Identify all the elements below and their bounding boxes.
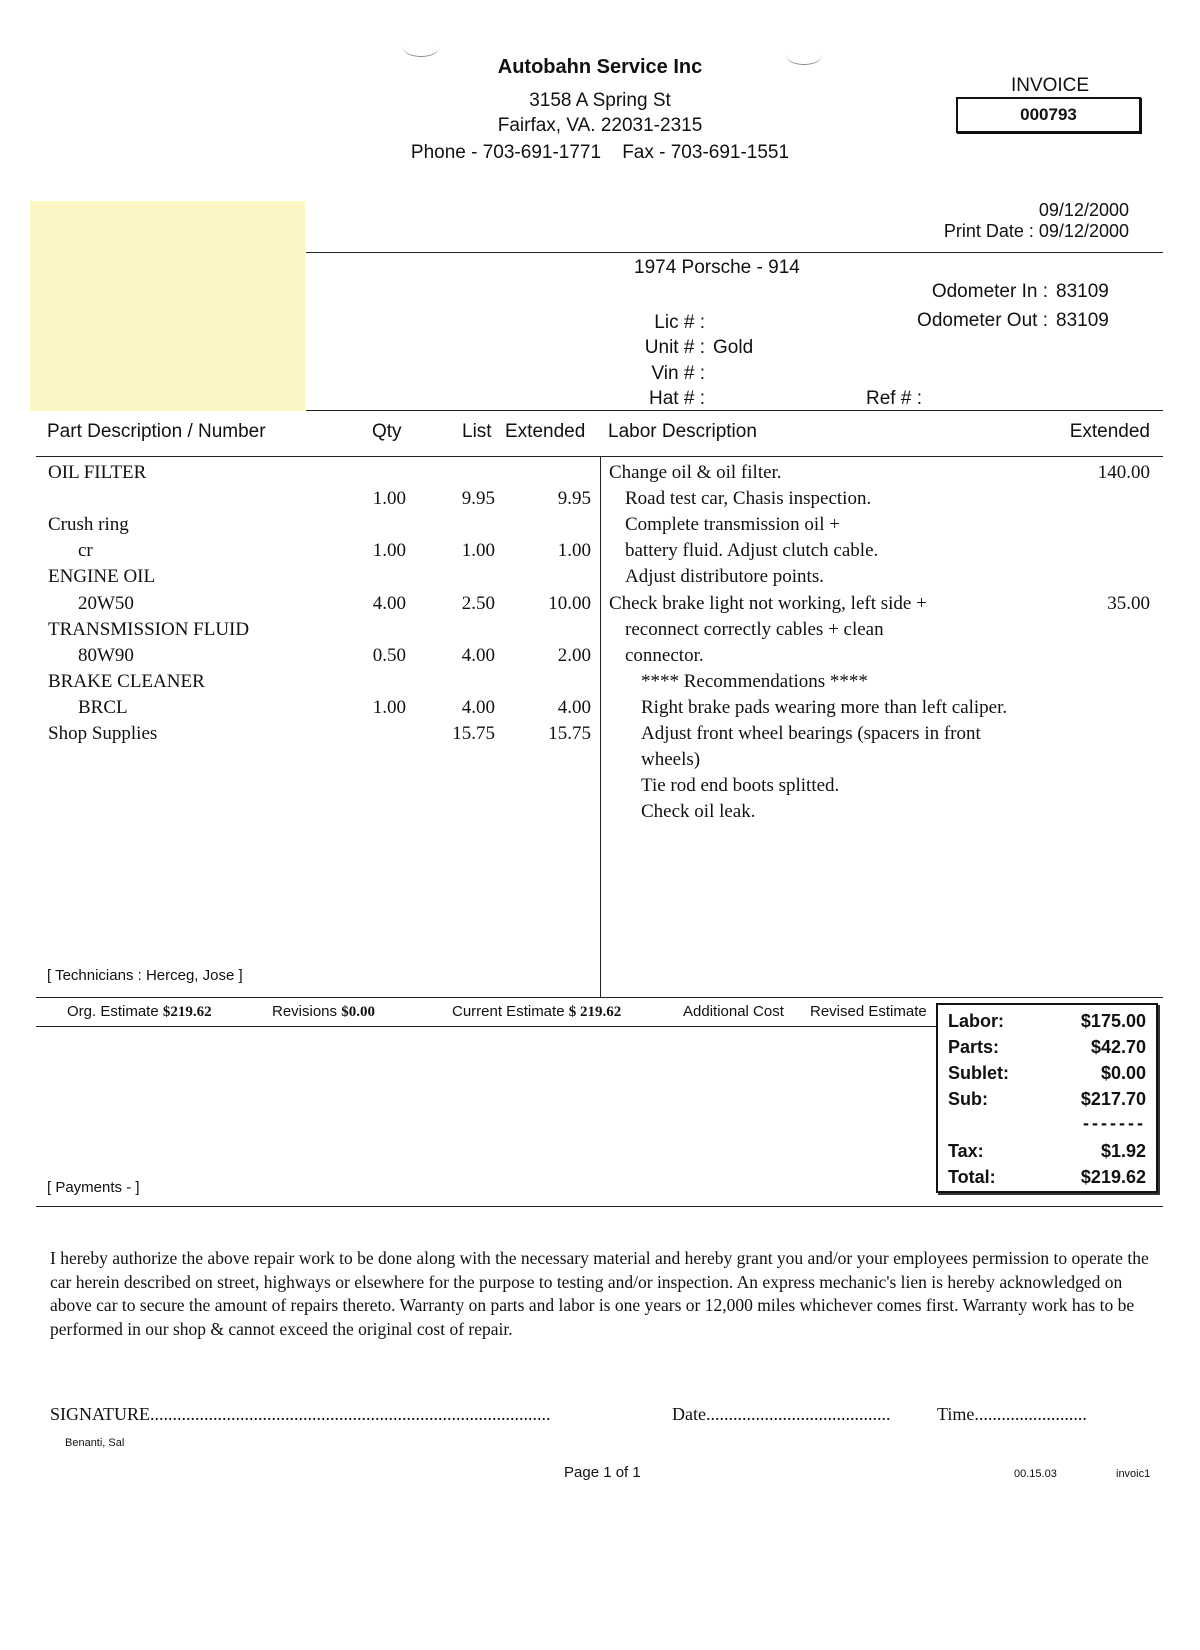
labor-description: Right brake pads wearing more than left caliper. xyxy=(641,696,1008,718)
labor-description: Road test car, Chasis inspection. xyxy=(625,488,872,510)
part-qty: 0.50 xyxy=(372,644,406,666)
print-date-label: Print Date : xyxy=(943,221,1034,241)
labor-description: Complete transmission oil + xyxy=(625,514,840,536)
part-description: 20W50 xyxy=(78,592,134,614)
revised-estimate: Revised Estimate xyxy=(810,1003,927,1020)
print-date-value: 09/12/2000 xyxy=(1038,221,1129,241)
col-list: List xyxy=(462,421,492,442)
current-estimate-label: Current Estimate xyxy=(452,1003,565,1020)
hat-label: Hat # : xyxy=(649,388,705,409)
part-qty: 1.00 xyxy=(372,696,406,718)
labor-description: connector. xyxy=(625,644,704,666)
part-list-price: 1.00 xyxy=(461,540,495,562)
labor-description: **** Recommendations **** xyxy=(641,670,868,692)
part-qty: 4.00 xyxy=(372,592,406,614)
form-id: invoic1 xyxy=(1116,1468,1151,1480)
part-description: OIL FILTER xyxy=(48,462,147,483)
subtotal-label: Sub: xyxy=(948,1089,988,1109)
unit-label: Unit # : xyxy=(644,337,705,358)
part-qty: 1.00 xyxy=(372,540,406,562)
part-list-price: 9.95 xyxy=(461,488,495,510)
odometer-in-value: 83109 xyxy=(1056,281,1109,302)
col-labor-extended: Extended xyxy=(1069,421,1150,442)
payments: [ Payments - ] xyxy=(47,1179,140,1196)
technicians: [ Technicians : Herceg, Jose ] xyxy=(47,967,243,984)
footer-divider xyxy=(36,1206,1163,1207)
part-extended: 4.00 xyxy=(557,696,591,718)
labor-description: reconnect correctly cables + clean xyxy=(625,618,884,640)
part-list-price: 15.75 xyxy=(452,723,495,744)
header-divider xyxy=(306,252,1163,253)
labor-description: Change oil & oil filter. xyxy=(609,462,782,483)
page-indicator: Page 1 of 1 xyxy=(564,1464,641,1481)
parts-labor-divider xyxy=(600,456,601,997)
date-line: Date......................................... xyxy=(672,1404,891,1424)
part-extended: 10.00 xyxy=(548,592,591,614)
sublet-total-value: $0.00 xyxy=(1100,1063,1146,1083)
labor-description: Adjust distributore points. xyxy=(625,566,824,588)
part-list-price: 2.50 xyxy=(461,592,495,614)
lic-label: Lic # : xyxy=(654,312,705,333)
signer-name: Benanti, Sal xyxy=(65,1437,125,1449)
part-description: cr xyxy=(78,540,93,562)
body-divider xyxy=(36,997,1163,998)
part-extended: 15.75 xyxy=(548,723,591,744)
org-estimate xyxy=(67,1003,212,1021)
tax-value: $1.92 xyxy=(1100,1141,1146,1161)
part-description: ENGINE OIL xyxy=(48,566,156,588)
tax-label: Tax: xyxy=(948,1141,984,1161)
part-description: Shop Supplies xyxy=(48,723,158,744)
part-extended: 1.00 xyxy=(557,540,591,562)
labor-description: Adjust front wheel bearings (spacers in front xyxy=(641,723,981,744)
totals-box xyxy=(936,1003,1158,1193)
labor-amount: 140.00 xyxy=(1097,462,1150,483)
org-estimate-value: $219.62 xyxy=(162,1004,212,1020)
col-qty: Qty xyxy=(372,421,402,442)
labor-description: Check oil leak. xyxy=(641,801,756,823)
form-version: 00.15.03 xyxy=(1014,1468,1057,1480)
invoice-label: INVOICE xyxy=(1010,75,1090,96)
vehicle-divider xyxy=(306,410,1163,411)
parts-total-label: Parts: xyxy=(948,1037,1000,1057)
col-part-description: Part Description / Number xyxy=(47,421,266,442)
company-name: Autobahn Service Inc xyxy=(497,56,703,78)
labor-amount: 35.00 xyxy=(1107,592,1150,614)
vin-label: Vin # : xyxy=(651,363,705,384)
punch-mark-left xyxy=(403,38,439,57)
labor-description: battery fluid. Adjust clutch cable. xyxy=(625,540,879,562)
labor-description: Tie rod end boots splitted. xyxy=(641,775,840,797)
col-extended: Extended xyxy=(505,421,586,442)
part-description: BRCL xyxy=(78,696,128,718)
part-description: TRANSMISSION FLUID xyxy=(48,618,250,640)
part-qty: 1.00 xyxy=(372,488,406,510)
totals-separator: ------- xyxy=(1083,1113,1146,1133)
col-labor-description: Labor Description xyxy=(608,421,757,442)
unit-value: Gold xyxy=(713,337,754,358)
invoice-number: 000793 xyxy=(956,97,1141,133)
part-extended: 9.95 xyxy=(557,488,591,510)
part-list-price: 4.00 xyxy=(461,696,495,718)
odometer-out-label: Odometer Out : xyxy=(917,310,1048,331)
sticky-note xyxy=(30,201,305,411)
print-date-row xyxy=(944,221,1129,242)
authorization-text: I hereby authorize the above repair work to be done along with the necessary material and hereby grant you and/or your employees permission to operate the car herein described on street, highways or elsewhere for the purpose to testing and/or inspection. An express mechanic's lien is hereby acknowledged on above car to secure the amount of repairs thereto. Warranty on parts and labor is one years or 12,000 miles whichever comes first. Warranty work has to be performed in our shop & cannot exceed the original cost of repair. xyxy=(50,1248,1149,1339)
company-street: 3158 A Spring St xyxy=(529,90,671,111)
part-description: 80W90 xyxy=(78,644,134,666)
company-phone: Phone - 703-691-1771 xyxy=(410,142,602,163)
part-description: BRAKE CLEANER xyxy=(48,670,205,692)
additional-cost: Additional Cost xyxy=(683,1003,784,1020)
labor-total-value: $175.00 xyxy=(1080,1011,1146,1031)
grand-total-value: $219.62 xyxy=(1080,1167,1146,1187)
parts-total-value: $42.70 xyxy=(1090,1037,1146,1057)
part-description: Crush ring xyxy=(48,514,129,536)
vehicle-description: 1974 Porsche - 914 xyxy=(634,257,800,278)
odometer-out-value: 83109 xyxy=(1056,310,1109,331)
revisions-value: $0.00 xyxy=(341,1004,375,1020)
time-line: Time......................... xyxy=(937,1404,1087,1424)
company-fax: Fax - 703-691-1551 xyxy=(622,142,790,163)
part-list-price: 4.00 xyxy=(461,644,495,666)
labor-total-label: Labor: xyxy=(948,1011,1004,1031)
labor-description: Check brake light not working, left side + xyxy=(609,592,927,614)
current-estimate-value: $ 219.62 xyxy=(568,1004,622,1020)
signature-line: SIGNATURE......................................................................................... xyxy=(50,1404,551,1424)
current-estimate xyxy=(452,1003,621,1021)
ref-label: Ref # : xyxy=(866,388,922,409)
revisions-label: Revisions xyxy=(272,1003,338,1020)
labor-description: wheels) xyxy=(641,749,701,771)
invoice-date: 09/12/2000 xyxy=(1038,200,1129,220)
grand-total-label: Total: xyxy=(948,1167,996,1187)
odometer-in-label: Odometer In : xyxy=(931,281,1048,302)
summary-divider xyxy=(36,1026,936,1027)
subtotal-value: $217.70 xyxy=(1080,1089,1146,1109)
company-city: Fairfax, VA. 22031-2315 xyxy=(497,115,703,136)
sublet-total-label: Sublet: xyxy=(948,1063,1009,1083)
company-contact xyxy=(0,142,1200,164)
revisions xyxy=(272,1003,375,1021)
part-extended: 2.00 xyxy=(557,644,591,666)
org-estimate-label: Org. Estimate xyxy=(67,1003,159,1020)
